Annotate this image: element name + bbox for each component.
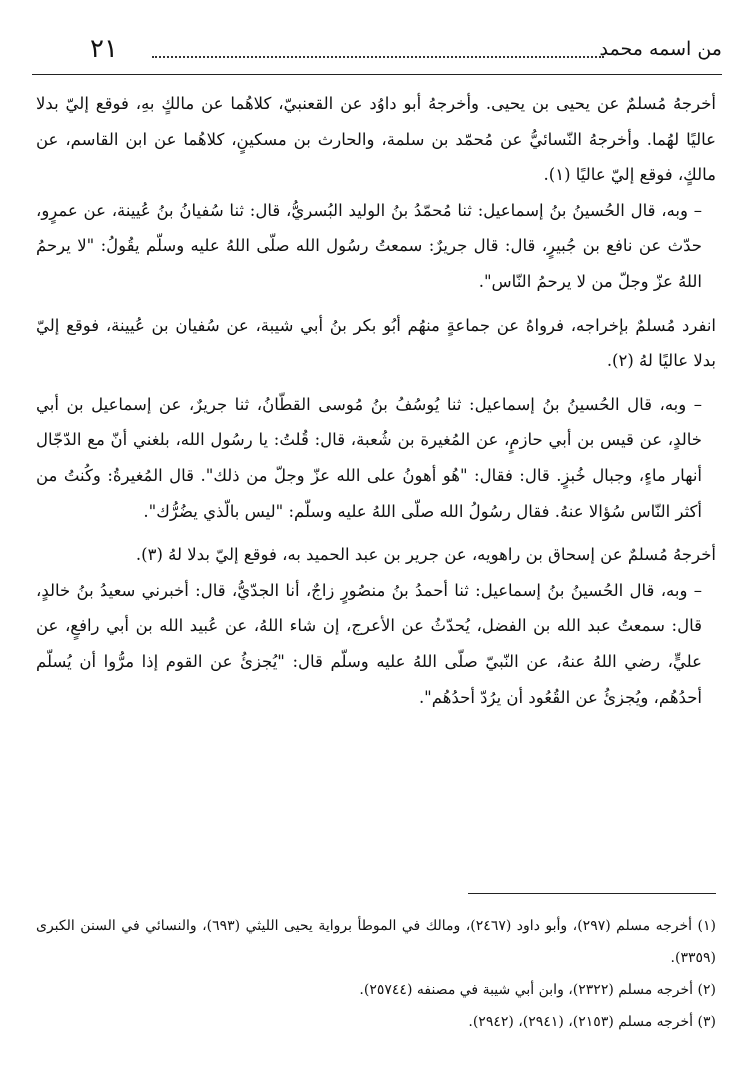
running-title: من اسمه محمد [599,38,722,60]
header-dot-leader [152,56,604,58]
main-text [36,86,716,715]
paragraph: أخرجهُ مُسلمٌ عن إسحاق بن راهويه، عن جرير بن عبد الحميد به، فوقع إليّ بدلا لهُ (٣). [135,545,716,565]
footnote: (٣) أخرجه مسلم (٢١٥٣)، (٢٩٤١)، (٢٩٤٢). [468,1014,716,1030]
footnote: (٢) أخرجه مسلم (٢٣٢٢)، وابن أبي شيبة في مصنفه (٢٥٧٤٤). [359,982,716,998]
page-header [32,34,722,75]
footnotes [36,910,716,1038]
page-number: ٢١ [90,34,118,64]
footnote: (١) أخرجه مسلم (٢٩٧)، وأبو داود (٢٤٦٧)، ومالك في الموطأ برواية يحيى الليثي (٦٩٣)، والنسائي في السنن الكبرى (٣٣٥٩). [36,918,716,966]
paragraph: – وبه، قال الحُسينُ بنُ إسماعيل: ثنا يُوسُفُ بنُ مُوسى القطّانُ، ثنا جريرٌ، عن إسماعيل بن أبي خالدٍ، عن قيس بن أبي حازمٍ، عن المُغيرة بن شُعبة، قال: قُلتُ: يا رسُول الله، بلغني أنّ مع الدّجّال أنهار ماءٍ، وجبال خُبزٍ. قال: فقال: "هُو أهونُ على الله عزّ وجلّ من ذلك". قال المُغيرةُ: وكُنتُ من أكثر النّاس سُؤالا عنهُ. فقال رسُولُ الله صلّى اللهُ عليه وسلّم: "ليس بالّذي يضُرُّك". [36,394,702,521]
paragraph: أخرجهُ مُسلمٌ عن يحيى بن يحيى. وأخرجهُ أبو داوُد عن القعنبيّ، كلاهُما عن مالكٍ بهِ، فوقع إليّ بدلا عاليًا لهُما. وأخرجهُ النّسائيُّ عن مُحمّد بن سلمة، والحارث بن مسكينٍ، كلاهُما عن ابن القاسم، عن مالكٍ، فوقع إليّ عاليًا (١). [36,94,716,185]
paragraph: – وبه، قال الحُسينُ بنُ إسماعيل: ثنا أحمدُ بنُ منصُورٍ زاجٌ، أنا الجدّيُّ، قال: أخبرني سعيدُ بنُ خالدٍ، قال: سمعتُ عبد الله بن الفضل، يُحدّثُ عن الأعرج، إن شاء اللهُ، عن عُبيد الله بن أبي رافعٍ، عن عليٍّ، رضي اللهُ عنهُ، عن النّبيّ صلّى اللهُ عليه وسلّم قال: "يُجزئُ عن القوم إذا مرُّوا أن يُسلّم أحدُهُم، ويُجزئُ عن القُعُود أن يرُدّ أحدُهُم". [36,580,702,707]
footnote-separator [468,893,716,894]
paragraph: – وبه، قال الحُسينُ بنُ إسماعيل: ثنا مُحمّدُ بنُ الوليد البُسريُّ، قال: ثنا سُفيانُ بنُ عُيينة، عن عمرٍو، حدّث عن نافع بن جُبيرٍ، قال: قال جريرٌ: سمعتُ رسُول الله صلّى اللهُ عليه وسلّم يقُولُ: "لا يرحمُ اللهُ عزّ وجلّ من لا يرحمُ النّاس". [36,200,702,291]
paragraph: انفرد مُسلمٌ بإخراجه، فرواهُ عن جماعةٍ منهُم أبُو بكر بنُ أبي شيبة، عن سُفيان بن عُيينة، فوقع إليّ بدلا عاليًا لهُ (٢). [36,315,716,371]
